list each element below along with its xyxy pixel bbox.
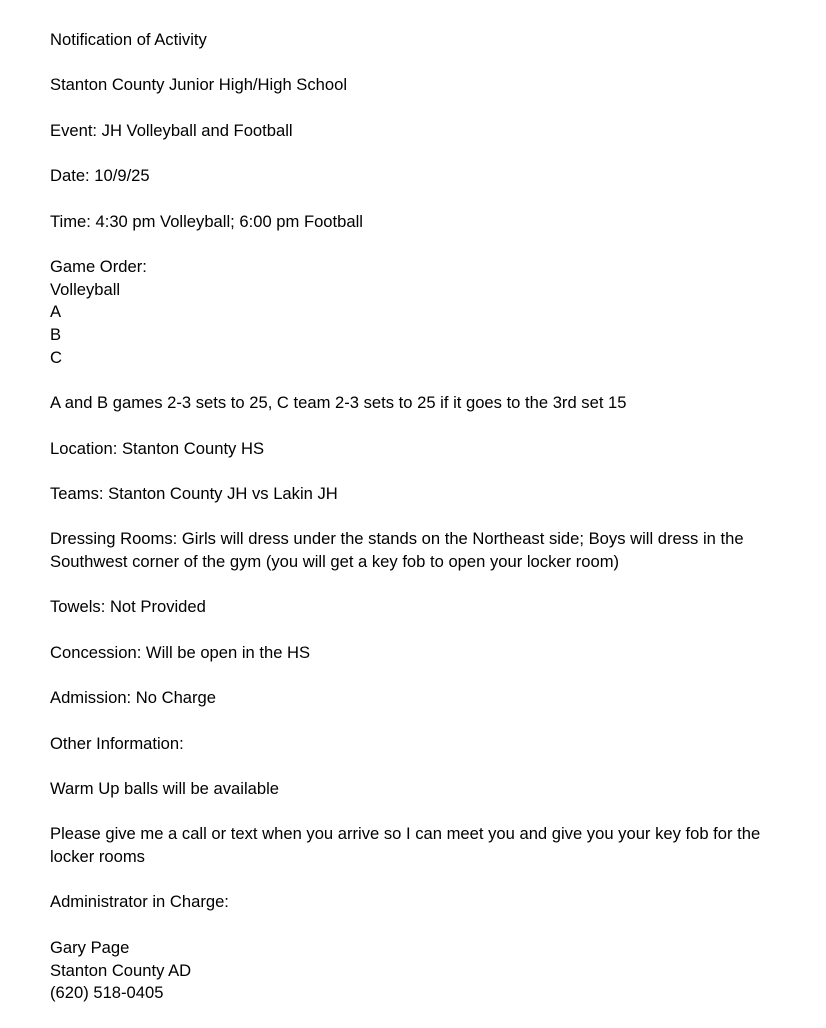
arrival-note: Please give me a call or text when you arrive so I can meet you and give you your key fob for the locker rooms	[50, 824, 761, 867]
contact-phone: (620) 518-0405	[50, 983, 164, 1003]
concession-line: Concession: Will be open in the HS	[50, 642, 311, 662]
warm-up-line: Warm Up balls will be available	[50, 778, 280, 798]
game-order-sport: Volleyball	[50, 279, 121, 299]
event-line: Event: JH Volleyball and Football	[50, 120, 293, 140]
contact-name: Gary Page	[50, 937, 130, 957]
other-information-heading: Other Information:	[50, 733, 184, 753]
contact-block	[50, 937, 790, 1005]
contact-role: Stanton County AD	[50, 960, 192, 980]
admission-line: Admission: No Charge	[50, 688, 217, 708]
game-order-item: A	[50, 302, 62, 322]
game-order-block	[50, 256, 790, 370]
document-body	[50, 29, 790, 1028]
administrator-heading: Administrator in Charge:	[50, 892, 229, 912]
towels-line: Towels: Not Provided	[50, 597, 206, 617]
date-line: Date: 10/9/25	[50, 166, 150, 186]
time-line: Time: 4:30 pm Volleyball; 6:00 pm Football	[50, 211, 363, 231]
game-order-item: C	[50, 347, 62, 367]
document-title: Notification of Activity	[50, 30, 207, 49]
game-order-item: B	[50, 325, 62, 345]
game-order-heading: Game Order:	[50, 256, 147, 276]
school-name: Stanton County Junior High/High School	[50, 75, 348, 95]
location-line: Location: Stanton County HS	[50, 438, 265, 458]
game-format-line: A and B games 2-3 sets to 25, C team 2-3 sets to 25 if it goes to the 3rd set 15	[50, 393, 627, 413]
teams-line: Teams: Stanton County JH vs Lakin JH	[50, 483, 338, 503]
dressing-rooms-line: Dressing Rooms: Girls will dress under the stands on the Northeast side; Boys will dress in the Southwest corner of the gym (you will get a key fob to open your locker room)	[50, 529, 744, 572]
